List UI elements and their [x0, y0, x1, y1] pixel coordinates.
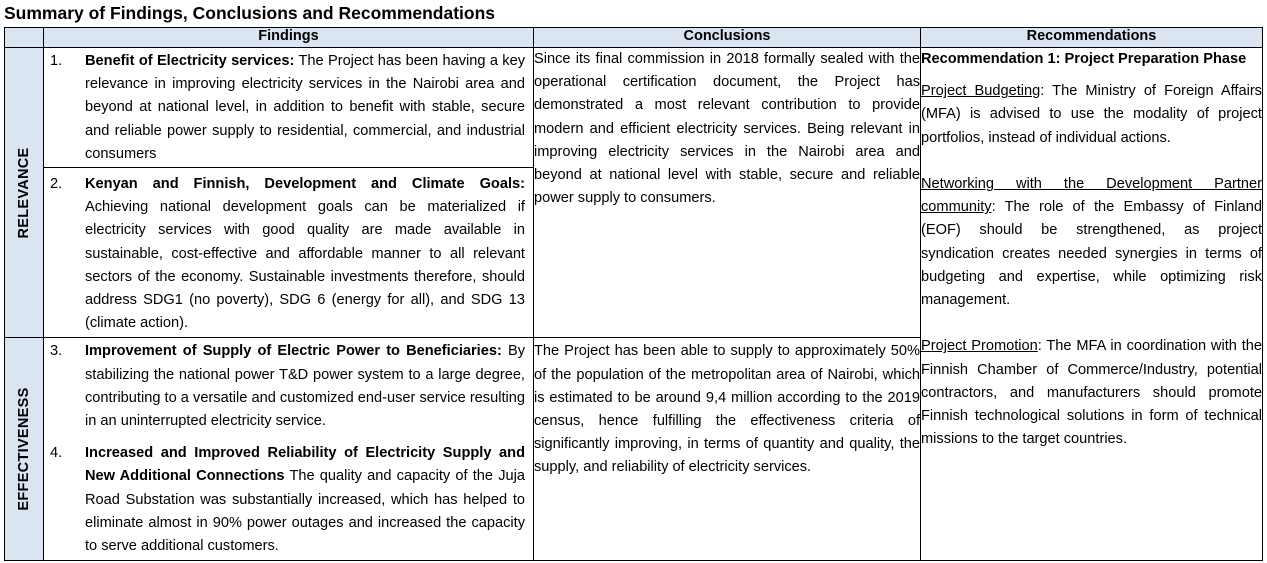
finding-number: 4.: [50, 445, 63, 462]
relevance-conclusion: Since its final commission in 2018 formally sealed with the operational certification document, the Project has demonstrated a most relevant contribution to provide modern and efficient electricity services. Being relevant in improving electricity services in the Nairobi area and beyond at national level with stable, secure and reliable power supply to consumers.: [534, 48, 921, 338]
recommendation-item: [921, 173, 1262, 312]
recommendation-title: Recommendation 1: Project Preparation Phase: [921, 51, 1247, 67]
finding-heading: Increased and Improved Reliability of Electricity Supply and New Additional Connections: [85, 445, 525, 485]
recommendation-text: : The Ministry of Foreign Affairs (MFA) is advised to use the modality of project portfolios, instead of individual actions.: [921, 83, 1262, 146]
finding-text: [85, 50, 525, 166]
finding-text: [85, 340, 525, 433]
finding-body: By stabilizing the national power T&D power system to a large degree, contributing to a versatile and customized end-user service resulting in an uninterrupted electricity service.: [85, 343, 525, 430]
page-title: Summary of Findings, Conclusions and Recommendations: [4, 3, 496, 23]
relevance-findings-cell: [44, 48, 534, 338]
recommendation-text: : The role of the Embassy of Finland (EOF) should be strengthened, as project syndication creates needed synergies in terms of budgeting and expertise, while optimizing risk management.: [921, 199, 1262, 309]
finding-1: [44, 48, 533, 167]
header-conclusions: Conclusions: [534, 28, 921, 48]
finding-2: [44, 168, 533, 337]
effectiveness-band: [5, 338, 44, 561]
recommendation-item: [921, 335, 1262, 451]
header-corner: [5, 28, 44, 48]
finding-number: 2.: [50, 176, 63, 192]
recommendation-text: : The MFA in coordination with the Finnish Chamber of Commerce/Industry, potential contractors, and manufacturers should promote Finnish technological solutions in form of technical missions to the target countries.: [921, 338, 1262, 448]
recommendations-cell: [921, 48, 1263, 561]
recommendation-heading: Project Budgeting: [921, 83, 1041, 100]
finding-3: [44, 338, 533, 433]
relevance-row: [5, 48, 1263, 338]
finding-text: [85, 442, 525, 558]
recommendation-heading: Project Promotion: [921, 338, 1038, 355]
finding-heading: Kenyan and Finnish, Development and Climate Goals:: [85, 176, 525, 192]
finding-number: 3.: [50, 343, 63, 360]
header-findings: Findings: [44, 28, 534, 48]
finding-heading: Benefit of Electricity services:: [85, 53, 295, 69]
finding-heading: Improvement of Supply of Electric Power to Beneficiaries:: [85, 343, 502, 360]
finding-body: The quality and capacity of the Juja Road Substation was substantially increased, which has helped to eliminate almost in 90% power outages and increased the capacity to serve additional customers.: [85, 468, 525, 555]
relevance-label: RELEVANCE: [16, 147, 32, 239]
header-row: [5, 28, 1263, 48]
finding-text: [85, 173, 525, 335]
relevance-band: [5, 48, 44, 338]
recommendation-heading: Networking with the Development Partner community: [921, 176, 1262, 216]
summary-table: [4, 27, 1263, 561]
header-recommendations: Recommendations: [921, 28, 1263, 48]
effectiveness-conclusion: The Project has been able to supply to approximately 50% of the population of the metropolitan area of Nairobi, which is estimated to be around 9,4 million according to the 2019 census, hence fulfilling the effectiveness criteria of significantly improving, in terms of quantity and quality, the supply, and reliability of electricity services.: [534, 338, 921, 561]
finding-4: [44, 433, 533, 560]
finding-body: The Project has been having a key relevance in improving electricity services in the Nairobi area and beyond at national level, in addition to benefit with stable, secure and reliable power supply to residential, commercial, and industrial consumers: [85, 53, 526, 162]
effectiveness-label: EFFECTIVENESS: [16, 387, 32, 511]
effectiveness-findings-cell: [44, 338, 534, 561]
finding-body: Achieving national development goals can be materialized if electricity services with good quality are made available in sustainable, cost-effective and affordable manner to all relevant sectors of the economy. Sustainable investments therefore, should address SDG1 (no poverty), SDG 6 (energy for all), and SDG 13 (climate action).: [85, 199, 525, 332]
finding-number: 1.: [50, 53, 63, 69]
recommendation-item: [921, 80, 1262, 150]
